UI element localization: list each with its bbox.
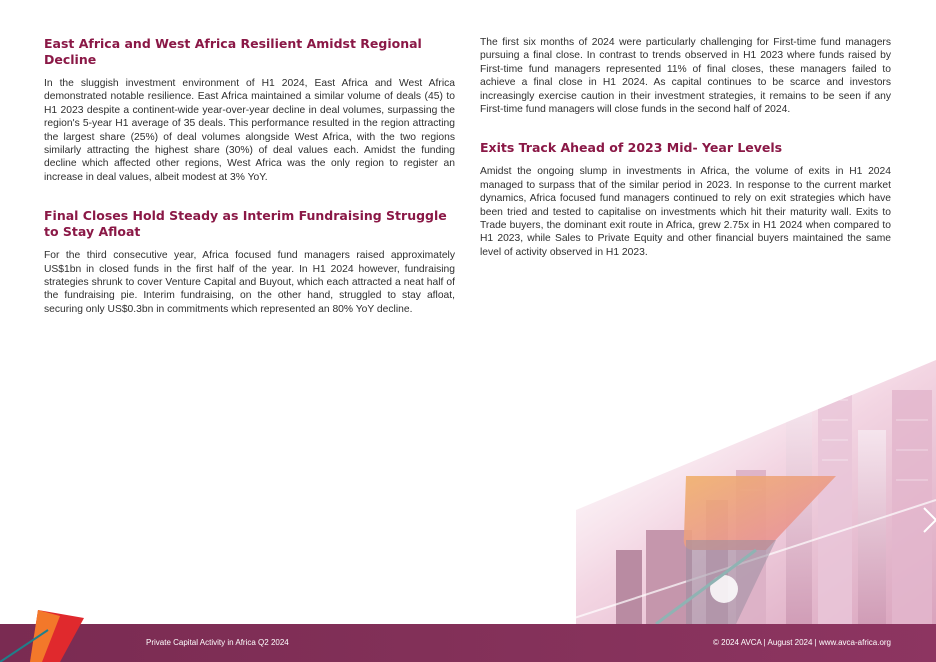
section-heading: Exits Track Ahead of 2023 Mid- Year Levels [480, 140, 783, 156]
copyright-text: © 2024 AVCA | August 2024 | www.avca-africa.org [713, 638, 891, 647]
section-first-time-managers [480, 36, 891, 116]
section-heading: East Africa and West Africa Resilient Amidst Regional Decline [44, 36, 422, 67]
right-column [480, 36, 891, 283]
section-east-west-africa [44, 36, 455, 184]
section-body: For the third consecutive year, Africa focused fund managers raised approximately US$1bn in closed funds in the first half of the year. In H1 2024 however, fundraising strategies shrunk to cover Venture Capital and Buyout, which each attracted a neat half of the fundraising pie. Interim fundraising, on the other hand, struggled to stay afloat, securing only US$0.3bn in commitments which represented an 80% YoY decline. [44, 250, 455, 315]
section-body: The first six months of 2024 were particularly challenging for First-time fund managers pursuing a final close. In contrast to trends observed in H1 2023 where funds raised by First-time fund managers represented 11% of final closes, these managers failed to achieve a final close in H1 2024. As capital continues to be scarce and investors increasingly exercise caution in their investment strategies, it remains to be seen if any First-time fund managers will close funds in the second half of 2024. [480, 37, 891, 116]
left-column [44, 36, 455, 340]
section-final-closes [44, 208, 455, 316]
section-body: In the sluggish investment environment of H1 2024, East Africa and West Africa demonstrated notable resilience. East Africa maintained a similar volume of deals (45) to H1 2023 despite a continent-wide year-over-year decline in deal volumes, surpassing the region's 5-year H1 average of 35 deals. This performance resulted in the region attracting the largest share (25%) of deal volumes alongside West Africa, with the two regions similarly attracting the highest share (30%) of deal values each. Amidst the funding decline which affected other regions, West Africa was the only region to register an increase in deal values, albeit modest at 3% YoY. [44, 78, 455, 183]
report-title: Private Capital Activity in Africa Q2 2024 [146, 638, 289, 647]
section-body: Amidst the ongoing slump in investments in Africa, the volume of exits in H1 2024 managed to surpass that of the similar period in 2023. In response to the current market dynamics, Africa focused fund managers continued to rely on exit strategies which have been tried and tested to capitalise on investments which hit their maturity wall. Exits to Trade buyers, the dominant exit route in Africa, grew 2.75x in H1 2024 when compared to H1 2023, while Sales to Private Equity and other financial buyers maintained the same level of activity observed in H1 2023. [480, 166, 891, 258]
page-footer [0, 624, 936, 662]
cityscape-decorative-image [536, 360, 936, 624]
section-heading: Final Closes Hold Steady as Interim Fundraising Struggle to Stay Afloat [44, 208, 447, 240]
brand-corner-graphic [0, 610, 120, 662]
section-exits [480, 140, 891, 259]
